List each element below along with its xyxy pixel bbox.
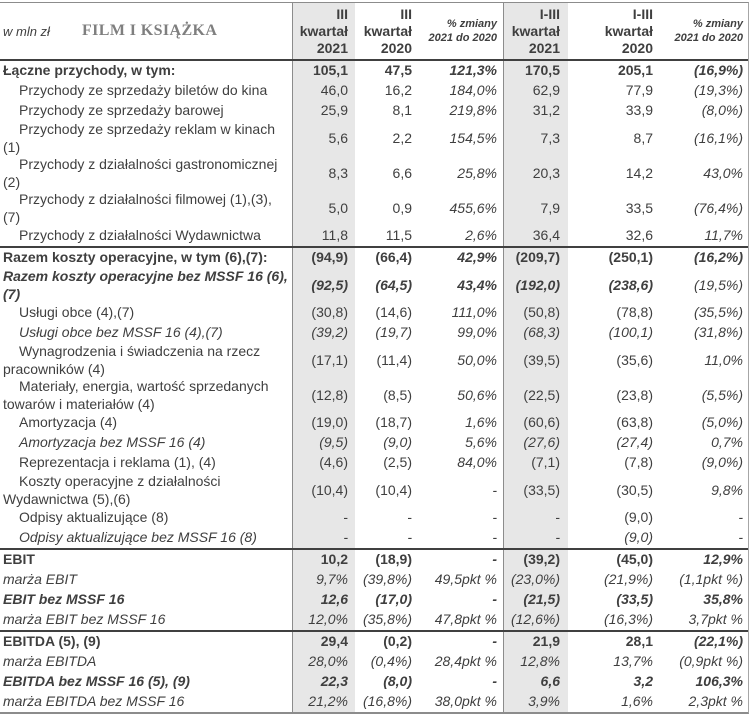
cell-q3-2021: (12,8) [292,378,355,413]
cell-q3-2020: (18,9) [375,551,412,568]
row-label: marża EBIT bez MSSF 16 [3,611,166,628]
header-line: I-III [539,5,560,22]
cell-ytd-2020: (30,5) [616,481,653,498]
cell-ytd-2020: 8,7 [633,129,653,146]
cell-q3-2021: 12,6 [292,590,355,610]
cell-ytd-2020: (7,8) [624,454,653,471]
cell-q3-2021: 105,1 [292,61,355,81]
row-label: Usługi obce (4),(7) [19,304,135,321]
cell-change-ytd: (8,0%) [701,102,743,119]
cell-q3-2021: (92,5) [292,268,355,303]
cell-q3-2020: (10,4) [375,481,412,498]
cell-q3-2021: - [292,508,355,528]
cell-q3-2020: (0,4%) [370,653,412,670]
cell-q3-2021: (17,1) [292,343,355,378]
row-label: Reprezentacja i reklama (1), (4) [19,454,216,471]
column-header-q3-2020 [355,3,420,59]
table-row [0,303,748,323]
cell-ytd-2021: - [503,528,568,548]
table-row [0,672,748,692]
table-row [0,61,748,81]
row-label: EBIT bez MSSF 16 [3,591,125,608]
cell-q3-2020: (2,5) [383,454,412,471]
cell-ytd-2021: 21,9 [503,632,568,652]
cell-q3-2020: (9,0) [383,434,412,451]
cell-q3-2020: (0,2) [383,633,412,650]
table-row [0,226,748,246]
header-line: 2021 [316,39,348,56]
cell-ytd-2021: - [503,508,568,528]
header-line: 2020 [621,39,653,56]
cell-change-q: - [492,529,497,546]
table-section [0,548,748,630]
header-line: 2020 [380,39,412,56]
column-header-ytd-2020 [568,3,661,59]
cell-change-q: - [492,673,497,690]
cell-q3-2020: 47,5 [384,62,412,79]
cell-change-ytd: (76,4%) [693,199,743,216]
table-row [0,433,748,453]
cell-change-ytd: 0,7% [711,434,743,451]
cell-q3-2021: 11,8 [292,226,355,246]
cell-ytd-2020: (23,8) [616,386,653,403]
cell-q3-2020: 8,1 [392,102,412,119]
cell-q3-2021: (10,4) [292,473,355,508]
cell-q3-2020: (66,4) [375,249,412,266]
cell-ytd-2020: 13,7% [613,653,653,670]
cell-q3-2020: - [407,509,412,526]
cell-q3-2020: 2,2 [392,129,412,146]
cell-ytd-2021: (22,5) [503,378,568,413]
cell-ytd-2020: 33,9 [625,102,653,119]
table-body [0,61,748,712]
cell-change-ytd: (16,9%) [693,62,743,79]
cell-change-ytd: (16,2%) [693,249,743,266]
cell-change-ytd: 3,7pkt % [688,611,743,628]
table-row [0,652,748,672]
table-row [0,570,748,590]
cell-q3-2021: (19,0) [292,413,355,433]
header-line: 2021 do 2020 [674,32,743,44]
cell-ytd-2021: 12,8% [503,652,568,672]
cell-change-ytd: (19,5%) [693,276,743,293]
column-header-change-q [420,3,503,59]
header-line: % zmiany [692,18,743,30]
cell-q3-2021: 8,3 [292,156,355,191]
cell-ytd-2021: 6,6 [503,672,568,692]
cell-q3-2021: 46,0 [292,81,355,101]
cell-q3-2021: 25,9 [292,101,355,121]
cell-change-q: 50,0% [457,351,497,368]
cell-q3-2021: (30,8) [292,303,355,323]
table-row [0,590,748,610]
header-line: kwartał [299,22,348,39]
table-row [0,632,748,652]
table-row [0,191,748,226]
row-label: Łączne przychody, w tym: [3,62,176,79]
table-header [0,3,748,61]
cell-change-ytd: 9,8% [711,481,743,498]
row-label: Przychody ze sprzedaży biletów do kina [19,82,268,99]
cell-change-q: 84,0% [457,454,497,471]
header-line: kwartał [363,22,412,39]
cell-change-ytd: (5,5%) [701,386,743,403]
cell-ytd-2021: (60,6) [503,413,568,433]
cell-ytd-2020: 32,6 [625,227,653,244]
cell-q3-2020: (18,7) [375,414,412,431]
row-label: Amortyzacja (4) [19,414,118,431]
cell-q3-2020: (64,5) [375,276,412,293]
cell-change-q: - [492,633,497,650]
cell-ytd-2020: (100,1) [608,324,653,341]
cell-change-ytd: 43,0% [703,164,743,181]
cell-ytd-2020: (16,3%) [603,611,653,628]
cell-change-ytd: (1,1pkt %) [679,571,743,588]
cell-change-q: 38,0pkt % [434,693,497,710]
cell-change-ytd: (31,8%) [693,324,743,341]
cell-ytd-2020: (33,5) [616,591,653,608]
cell-ytd-2021: (7,1) [503,453,568,473]
table-row [0,453,748,473]
cell-change-ytd: (16,1%) [693,129,743,146]
cell-change-q: 42,9% [457,249,497,266]
cell-ytd-2020: (63,8) [616,414,653,431]
cell-change-q: 2,6% [465,227,497,244]
header-label-cell [0,3,292,59]
cell-ytd-2020: (250,1) [608,249,653,266]
cell-change-q: 99,0% [457,324,497,341]
cell-q3-2020: (16,8%) [362,693,412,710]
cell-q3-2020: (39,8%) [362,571,412,588]
column-header-q3-2021 [292,3,355,59]
cell-change-q: 184,0% [449,82,497,99]
row-label: Razem koszty operacyjne, w tym (6),(7): [3,249,268,266]
column-header-ytd-2021 [503,3,568,59]
cell-change-q: 154,5% [449,129,497,146]
row-label: marża EBITDA [3,653,97,670]
table-row [0,101,748,121]
row-label: EBIT [3,551,35,568]
cell-ytd-2020: (21,9%) [603,571,653,588]
cell-change-q: - [492,551,497,568]
cell-ytd-2020: (78,8) [616,304,653,321]
cell-ytd-2020: 14,2 [625,164,653,181]
cell-change-ytd: (9,0%) [701,454,743,471]
cell-q3-2021: - [292,528,355,548]
column-header-change-ytd [661,3,748,59]
table-row [0,156,748,191]
header-line: 2021 do 2020 [428,32,497,44]
table-section [0,61,748,246]
row-label: Przychody ze sprzedaży barowej [19,102,224,119]
cell-ytd-2021: 36,4 [503,226,568,246]
cell-ytd-2020: 205,1 [617,62,653,79]
row-label: Amortyzacja bez MSSF 16 (4) [19,434,206,451]
cell-ytd-2021: (39,5) [503,343,568,378]
cell-q3-2021: 12,0% [292,610,355,630]
row-label: Przychody z działalności Wydawnictwa [19,227,261,244]
row-label: Usługi obce bez MSSF 16 (4),(7) [19,324,223,341]
row-label: Odpisy aktualizujące (8) [19,509,169,526]
cell-ytd-2021: (192,0) [503,268,568,303]
row-label: Przychody z działalności gastronomicznej (2) [3,156,278,190]
cell-ytd-2021: (33,5) [503,473,568,508]
row-label: EBITDA (5), (9) [3,633,101,650]
cell-change-ytd: - [738,529,743,546]
cell-change-q: 49,5pkt % [434,571,497,588]
cell-q3-2021: 22,3 [292,672,355,692]
cell-q3-2021: 5,0 [292,191,355,226]
cell-change-ytd: 106,3% [695,673,743,690]
cell-q3-2020: (8,5) [383,386,412,403]
cell-change-ytd: (22,1%) [693,633,743,650]
header-line: kwartał [604,22,653,39]
cell-q3-2020: (35,8%) [362,611,412,628]
cell-ytd-2021: (21,5) [503,590,568,610]
table-row [0,248,748,268]
cell-q3-2020: 6,6 [392,164,412,181]
cell-ytd-2021: (209,7) [503,248,568,268]
cell-q3-2021: (39,2) [292,323,355,343]
cell-ytd-2020: (45,0) [616,551,653,568]
row-label: Wynagrodzenia i świadczenia na rzecz pracowników (4) [3,343,261,377]
table-row [0,81,748,101]
row-label: Przychody z działalności filmowej (1),(3),(7) [3,191,272,225]
cell-change-q: 47,8pkt % [434,611,497,628]
cell-ytd-2021: 3,9% [503,692,568,712]
cell-change-q: 455,6% [449,199,497,216]
cell-q3-2021: (9,5) [292,433,355,453]
cell-ytd-2021: (50,8) [503,303,568,323]
cell-change-q: - [492,481,497,498]
cell-change-ytd: - [738,509,743,526]
table-section [0,246,748,548]
table-section [0,630,748,712]
cell-q3-2021: 28,0% [292,652,355,672]
cell-ytd-2021: 170,5 [503,61,568,81]
cell-change-q: - [492,591,497,608]
cell-q3-2020: (19,7) [375,324,412,341]
cell-q3-2020: 16,2 [384,82,412,99]
cell-ytd-2020: (9,0) [624,509,653,526]
header-line: kwartał [511,22,560,39]
table-row [0,121,748,156]
table-row [0,610,748,630]
cell-ytd-2020: 1,6% [621,693,653,710]
row-label: marża EBIT [3,571,77,588]
table-row [0,268,748,303]
cell-ytd-2021: (68,3) [503,323,568,343]
cell-ytd-2021: 7,9 [503,191,568,226]
header-line: 2021 [528,39,560,56]
cell-ytd-2021: (39,2) [503,550,568,570]
cell-q3-2021: 10,2 [292,550,355,570]
cell-q3-2021: 29,4 [292,632,355,652]
cell-q3-2021: 9,7% [292,570,355,590]
cell-q3-2020: 11,5 [385,227,412,244]
table-row [0,473,748,508]
cell-ytd-2020: (27,4) [616,434,653,451]
table-row [0,413,748,433]
cell-ytd-2021: (12,6%) [503,610,568,630]
cell-change-ytd: (35,5%) [693,304,743,321]
cell-change-q: 28,4pkt % [434,653,497,670]
cell-change-ytd: 11,0% [704,351,743,368]
table-row [0,323,748,343]
row-label: Odpisy aktualizujące bez MSSF 16 (8) [19,529,257,546]
row-label: Materiały, energia, wartość sprzedanych towarów i materiałów (4) [3,378,269,412]
table-row [0,550,748,570]
cell-q3-2020: (14,6) [375,304,412,321]
cell-change-ytd: 2,3pkt % [688,693,743,710]
header-line: I-III [632,5,653,22]
row-label: Przychody ze sprzedaży reklam w kinach (1) [3,121,275,155]
cell-ytd-2021: 7,3 [503,121,568,156]
unit-label: w mln zł [3,23,50,39]
table-row [0,343,748,378]
cell-change-ytd: 12,9% [703,551,743,568]
header-line: III [400,5,412,22]
cell-q3-2021: (94,9) [292,248,355,268]
cell-change-ytd: 11,7% [704,227,743,244]
cell-q3-2021: 5,6 [292,121,355,156]
cell-change-q: 43,4% [457,276,497,293]
cell-q3-2020: (8,0) [383,673,412,690]
cell-change-q: 1,6% [465,414,497,431]
cell-q3-2020: - [407,529,412,546]
cell-change-ytd: (5,0%) [701,414,743,431]
cell-change-q: 50,6% [457,386,497,403]
row-label: Razem koszty operacyjne bez MSSF 16 (6),(7) [3,268,288,302]
cell-ytd-2020: (35,6) [616,351,653,368]
cell-ytd-2020: (9,0) [624,529,653,546]
cell-ytd-2021: (23,0%) [503,570,568,590]
cell-ytd-2020: (238,6) [608,276,653,293]
cell-change-q: 219,8% [449,102,497,119]
cell-ytd-2020: 77,9 [625,82,653,99]
cell-ytd-2021: 31,2 [503,101,568,121]
page-title: FILM I KSIĄŻKA [81,22,218,39]
table-row [0,692,748,712]
cell-change-ytd: (19,3%) [693,82,743,99]
row-label: marża EBITDA bez MSSF 16 [3,693,185,710]
cell-change-ytd: 35,8% [703,591,743,608]
cell-ytd-2020: 28,1 [625,633,653,650]
table-row [0,528,748,548]
cell-ytd-2021: 20,3 [503,156,568,191]
cell-change-q: - [492,509,497,526]
cell-change-q: 5,6% [465,434,497,451]
row-label: EBITDA bez MSSF 16 (5), (9) [3,673,190,690]
cell-q3-2020: 0,9 [392,199,412,216]
cell-q3-2020: (11,4) [376,351,412,368]
row-label: Koszty operacyjne z działalności Wydawnictwa (5),(6) [3,473,221,507]
cell-q3-2021: (4,6) [292,453,355,473]
table-row [0,378,748,413]
cell-change-q: 111,0% [451,304,497,321]
cell-q3-2020: (17,0) [375,591,412,608]
header-line: III [336,5,348,22]
cell-ytd-2020: 3,2 [633,673,653,690]
cell-change-q: 121,3% [449,62,497,79]
cell-ytd-2021: (27,6) [503,433,568,453]
cell-q3-2021: 21,2% [292,692,355,712]
header-line: % zmiany [446,18,497,30]
cell-ytd-2021: 62,9 [503,81,568,101]
cell-change-ytd: (0,9pkt %) [679,653,743,670]
financial-table [0,2,749,714]
cell-ytd-2020: 33,5 [625,199,653,216]
cell-change-q: 25,8% [457,164,497,181]
table-row [0,508,748,528]
